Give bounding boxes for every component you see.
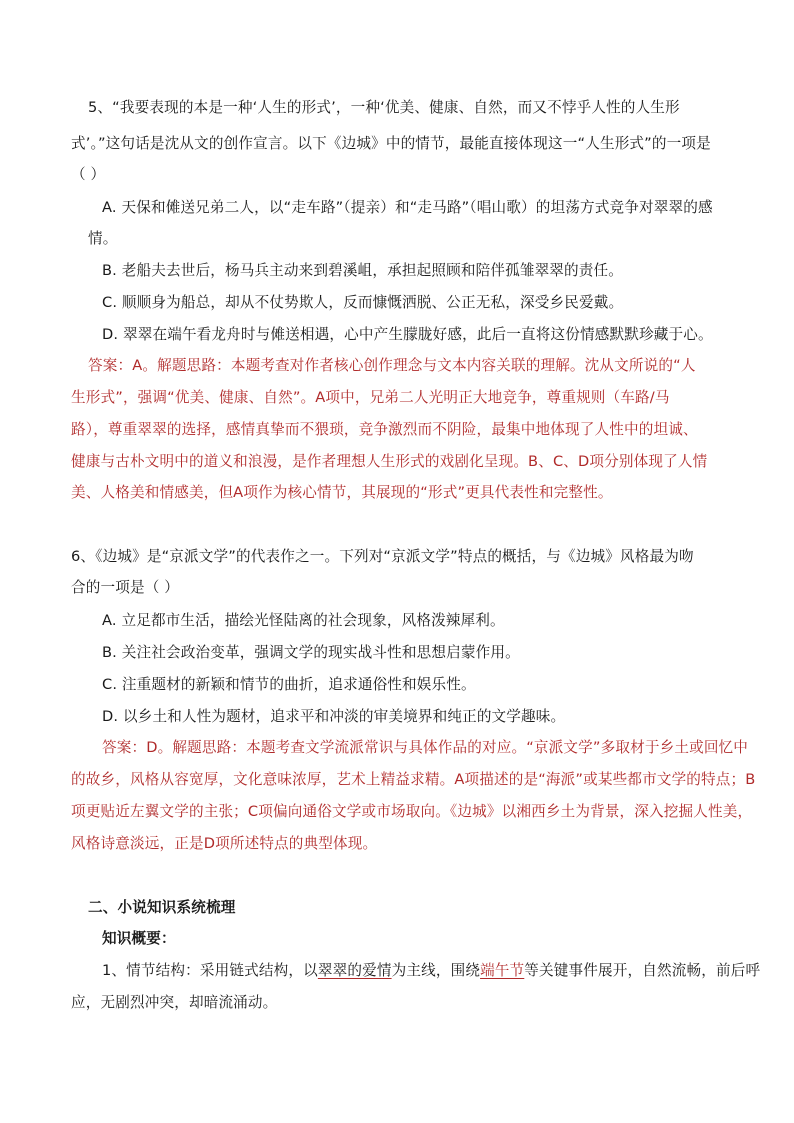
item1-suffix: 等关键事件展开，自然流畅，前后呼 — [524, 962, 761, 979]
q5-answer-line-1: 答案：A。解题思路：本题考查对作者核心创作理念与文本内容关联的理解。沈从文所说的“人 — [88, 357, 696, 374]
q5-answer-line-4: 健康与古朴文明中的道义和浪漫，是作者理想人生形式的戏剧化呈现。B、C、D项分别体现了人情 — [71, 453, 708, 470]
q5-answer-line-3: 路），尊重翠翠的选择，感情真挚而不猥琐，竞争激烈而不阴险，最集中地体现了人性中的坦诚、 — [71, 421, 698, 438]
section-subheading: 知识概要： — [102, 930, 176, 947]
q6-answer-line-3: 项更贴近左翼文学的主张；C项偏向通俗文学或市场取向。《边城》以湘西乡土为背景，深入挖掘人性美， — [71, 803, 753, 820]
knowledge-item-1-line-1 — [102, 961, 760, 981]
q5-option-a-line-2: 情。 — [88, 230, 118, 247]
q5-stem-line-3: （ ） — [71, 166, 106, 183]
q5-option-c: C. 顺顺身为船总，却从不仗势欺人，反而慷慨洒脱、公正无私，深受乡民爱戴。 — [102, 294, 624, 311]
q6-stem-line-2: 合的一项是（ ） — [71, 579, 179, 596]
q6-option-b: B. 关注社会政治变革，强调文学的现实战斗性和思想启蒙作用。 — [102, 644, 520, 661]
q5-answer-line-2: 生形式”，强调“优美、健康、自然”。A项中，兄弟二人光明正大地竞争，尊重规则（车路/马 — [71, 389, 670, 406]
knowledge-item-1-line-2: 应，无剧烈冲突，却暗流涌动。 — [71, 994, 278, 1011]
q5-answer-line-5: 美、人格美和情感美，但A项作为核心情节，其展现的“形式”更具代表性和完整性。 — [71, 484, 613, 501]
item1-mid: 为主线，围绕 — [391, 962, 481, 979]
q6-option-a: A. 立足都市生活，描绘光怪陆离的社会现象，风格泼辣犀利。 — [102, 612, 505, 629]
item1-link-duanwu[interactable]: 端午节 — [480, 962, 525, 979]
q6-answer-line-2: 的故乡，风格从容宽厚，文化意味浓厚，艺术上精益求精。A项描述的是“海派”或某些都市文学的特点；B — [71, 771, 756, 788]
item1-prefix: 1、情节结构：采用链式结构，以 — [102, 962, 318, 979]
q5-option-b: B. 老船夫去世后，杨马兵主动来到碧溪岨，承担起照顾和陪伴孤雏翠翠的责任。 — [102, 262, 624, 279]
q5-option-a-line-1: A. 天保和傩送兄弟二人，以“走车路”（提亲）和“走马路”（唱山歌）的坦荡方式竞争对翠翠的感 — [102, 199, 713, 216]
q6-option-c: C. 注重题材的新颖和情节的曲折，追求通俗性和娱乐性。 — [102, 676, 476, 693]
q6-answer-line-1: 答案：D。解题思路：本题考查文学流派常识与具体作品的对应。“京派文学”多取材于乡土或回忆中 — [102, 739, 749, 756]
q6-option-d: D. 以乡土和人性为题材，追求平和冲淡的审美境界和纯正的文学趣味。 — [102, 708, 566, 725]
item1-link-cuicui-love[interactable]: 翠翠的爱情 — [317, 962, 392, 979]
section-heading: 二、小说知识系统梳理 — [88, 899, 236, 916]
q5-option-d: D. 翠翠在端午看龙舟时与傩送相遇，心中产生朦胧好感，此后一直将这份情感默默珍藏于心。 — [102, 326, 713, 343]
q6-answer-line-4: 风格诗意淡远，正是D项所述特点的典型体现。 — [71, 835, 378, 852]
q6-stem-line-1: 6、《边城》是“京派文学”的代表作之一。下列对“京派文学”特点的概括，与《边城》风格最为吻 — [71, 548, 694, 565]
q5-stem-line-2: 式’。”这句话是沈从文的创作宣言。以下《边城》中的情节，最能直接体现这一“人生形式”的一项是 — [71, 135, 711, 152]
q5-stem-line-1: 5、“我要表现的本是一种‘人生的形式’，一种‘优美、健康、自然，而又不悖乎人性的人生形 — [88, 99, 680, 116]
